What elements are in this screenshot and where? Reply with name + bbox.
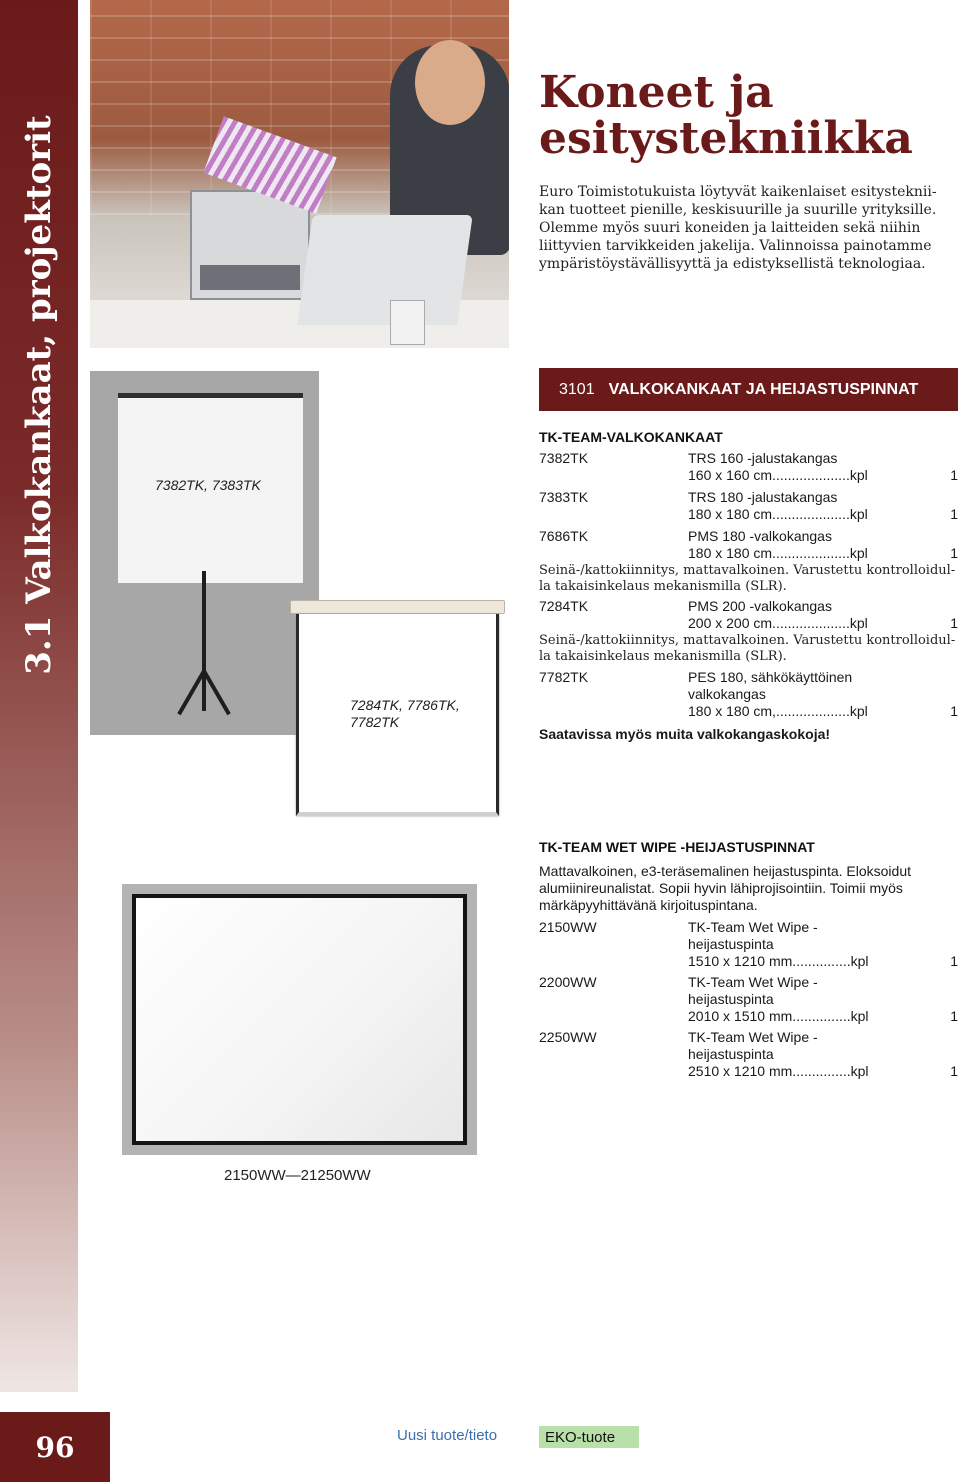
product-size: 180 x 180 cm....................kpl — [688, 506, 868, 522]
product-row — [539, 450, 958, 484]
product-size-line — [688, 615, 958, 632]
product-name: TK-Team Wet Wipe -heijastuspinta — [688, 919, 818, 952]
product-code: 2250WW — [539, 1029, 597, 1045]
printer-tray — [200, 265, 300, 290]
product-size: 1510 x 1210 mm...............kpl — [688, 953, 869, 969]
intro-text: Euro Toimistotukuista löytyvät kaikenlaiset esitystekniikan tuotteet pienille, keskisuurille ja suurille yrityksille. Olemme myös suuri koneiden ja laitteiden sekä niihin liittyvien tarvikkeiden jakelija. Valinnoissa painotamme ympäristöystävällisyyttä ja edistyksellistä teknologiaa. — [539, 184, 937, 272]
product-name: TK-Team Wet Wipe -heijastuspinta — [688, 974, 818, 1007]
product-code: 7383TK — [539, 489, 589, 505]
screens-heading: TK-TEAM-VALKOKANKAAT — [539, 429, 723, 445]
page-number: 96 — [0, 1412, 110, 1482]
product-qty: 1 — [950, 953, 958, 969]
product-row — [539, 974, 958, 1025]
wetwipe-heading: TK-TEAM WET WIPE -HEIJASTUSPINNAT — [539, 839, 815, 855]
section-header — [539, 368, 958, 411]
page-title: Koneet ja esitystekniikka — [539, 67, 913, 164]
product-code: 7284TK — [539, 598, 589, 614]
product-row — [539, 1029, 958, 1080]
wall-caption-line: 7782TK — [350, 714, 400, 730]
product-size: 180 x 180 cm,...................kpl — [688, 703, 868, 719]
product-note: Seinä-/kattokiinnitys, mattavalkoinen. Varustettu kontrolloidulla takaisinkelaus mekanismilla (SLR). — [539, 563, 956, 594]
product-size-line — [688, 545, 958, 562]
product-name: TRS 160 -jalustakangas — [688, 450, 838, 466]
product-qty: 1 — [950, 1008, 958, 1024]
product-row — [539, 598, 958, 632]
product-code: 2150WW — [539, 919, 597, 935]
wetwipe-description: Mattavalkoinen, e3-teräsemalinen heijastuspinta. Eloksoidut alumiinireunalistat. Sopii hyvin lähiprojisointiin. Toimii myös märkäpyyhittävänä kirjoituspintana. — [539, 863, 911, 913]
product-size: 180 x 180 cm....................kpl — [688, 545, 868, 561]
more-sizes-note: Saatavissa myös muita valkokangaskokoja! — [539, 726, 831, 742]
product-name: PMS 200 -valkokangas — [688, 598, 832, 614]
sidebar — [0, 0, 78, 1392]
product-size-line — [688, 467, 958, 484]
section-title: VALKOKANKAAT JA HEIJASTUSPINNAT — [608, 380, 919, 398]
product-name: TRS 180 -jalustakangas — [688, 489, 838, 505]
product-qty: 1 — [950, 1063, 958, 1079]
product-note: Seinä-/kattokiinnitys, mattavalkoinen. Varustettu kontrolloidulla takaisinkelaus mekanismilla (SLR). — [539, 633, 956, 664]
person-head — [415, 40, 485, 125]
legend-eko-item: EKO-tuote — [539, 1426, 639, 1448]
product-size: 2010 x 1510 mm...............kpl — [688, 1008, 869, 1024]
product-row — [539, 919, 958, 970]
tripod-caption: 7382TK, 7383TK — [155, 477, 261, 493]
product-name: PES 180, sähkökäyttöinen valkokangas — [688, 669, 853, 702]
product-size: 160 x 160 cm....................kpl — [688, 467, 868, 483]
section-code: 3101 — [559, 380, 595, 398]
laptop — [297, 215, 472, 325]
product-size-line — [688, 1063, 958, 1080]
product-code: 7382TK — [539, 450, 589, 466]
product-size: 2510 x 1210 mm...............kpl — [688, 1063, 869, 1079]
product-size: 200 x 200 cm....................kpl — [688, 615, 868, 631]
product-row — [539, 669, 958, 720]
legend-new-item: Uusi tuote/tieto — [397, 1427, 498, 1444]
product-size-line — [688, 703, 958, 720]
product-name: TK-Team Wet Wipe -heijastuspinta — [688, 1029, 818, 1062]
product-code: 7782TK — [539, 669, 589, 685]
product-code: 7686TK — [539, 528, 589, 544]
whiteboard-photo — [122, 884, 477, 1155]
tripod-pole — [202, 571, 206, 711]
product-size-line — [688, 1008, 958, 1025]
board-caption: 2150WW—21250WW — [224, 1167, 371, 1184]
product-qty: 1 — [950, 467, 958, 483]
product-row — [539, 489, 958, 523]
pen-cup — [390, 300, 425, 345]
product-row — [539, 528, 958, 562]
product-name: PMS 180 -valkokangas — [688, 528, 832, 544]
product-size-line — [688, 953, 958, 970]
product-qty: 1 — [950, 615, 958, 631]
product-size-line — [688, 506, 958, 523]
chapter-title: 3.1 Valkokankaat, projektorit — [19, 115, 59, 675]
product-qty: 1 — [950, 545, 958, 561]
office-photo — [90, 0, 509, 348]
tripod-leg — [202, 670, 230, 715]
product-qty: 1 — [950, 703, 958, 719]
wall-caption — [350, 697, 460, 731]
product-qty: 1 — [950, 506, 958, 522]
whiteboard-surface — [132, 894, 467, 1145]
product-code: 2200WW — [539, 974, 597, 990]
wall-screen-case — [290, 600, 505, 614]
wall-caption-line: 7284TK, 7786TK, — [350, 697, 460, 713]
tripod-screen-photo — [90, 371, 319, 735]
